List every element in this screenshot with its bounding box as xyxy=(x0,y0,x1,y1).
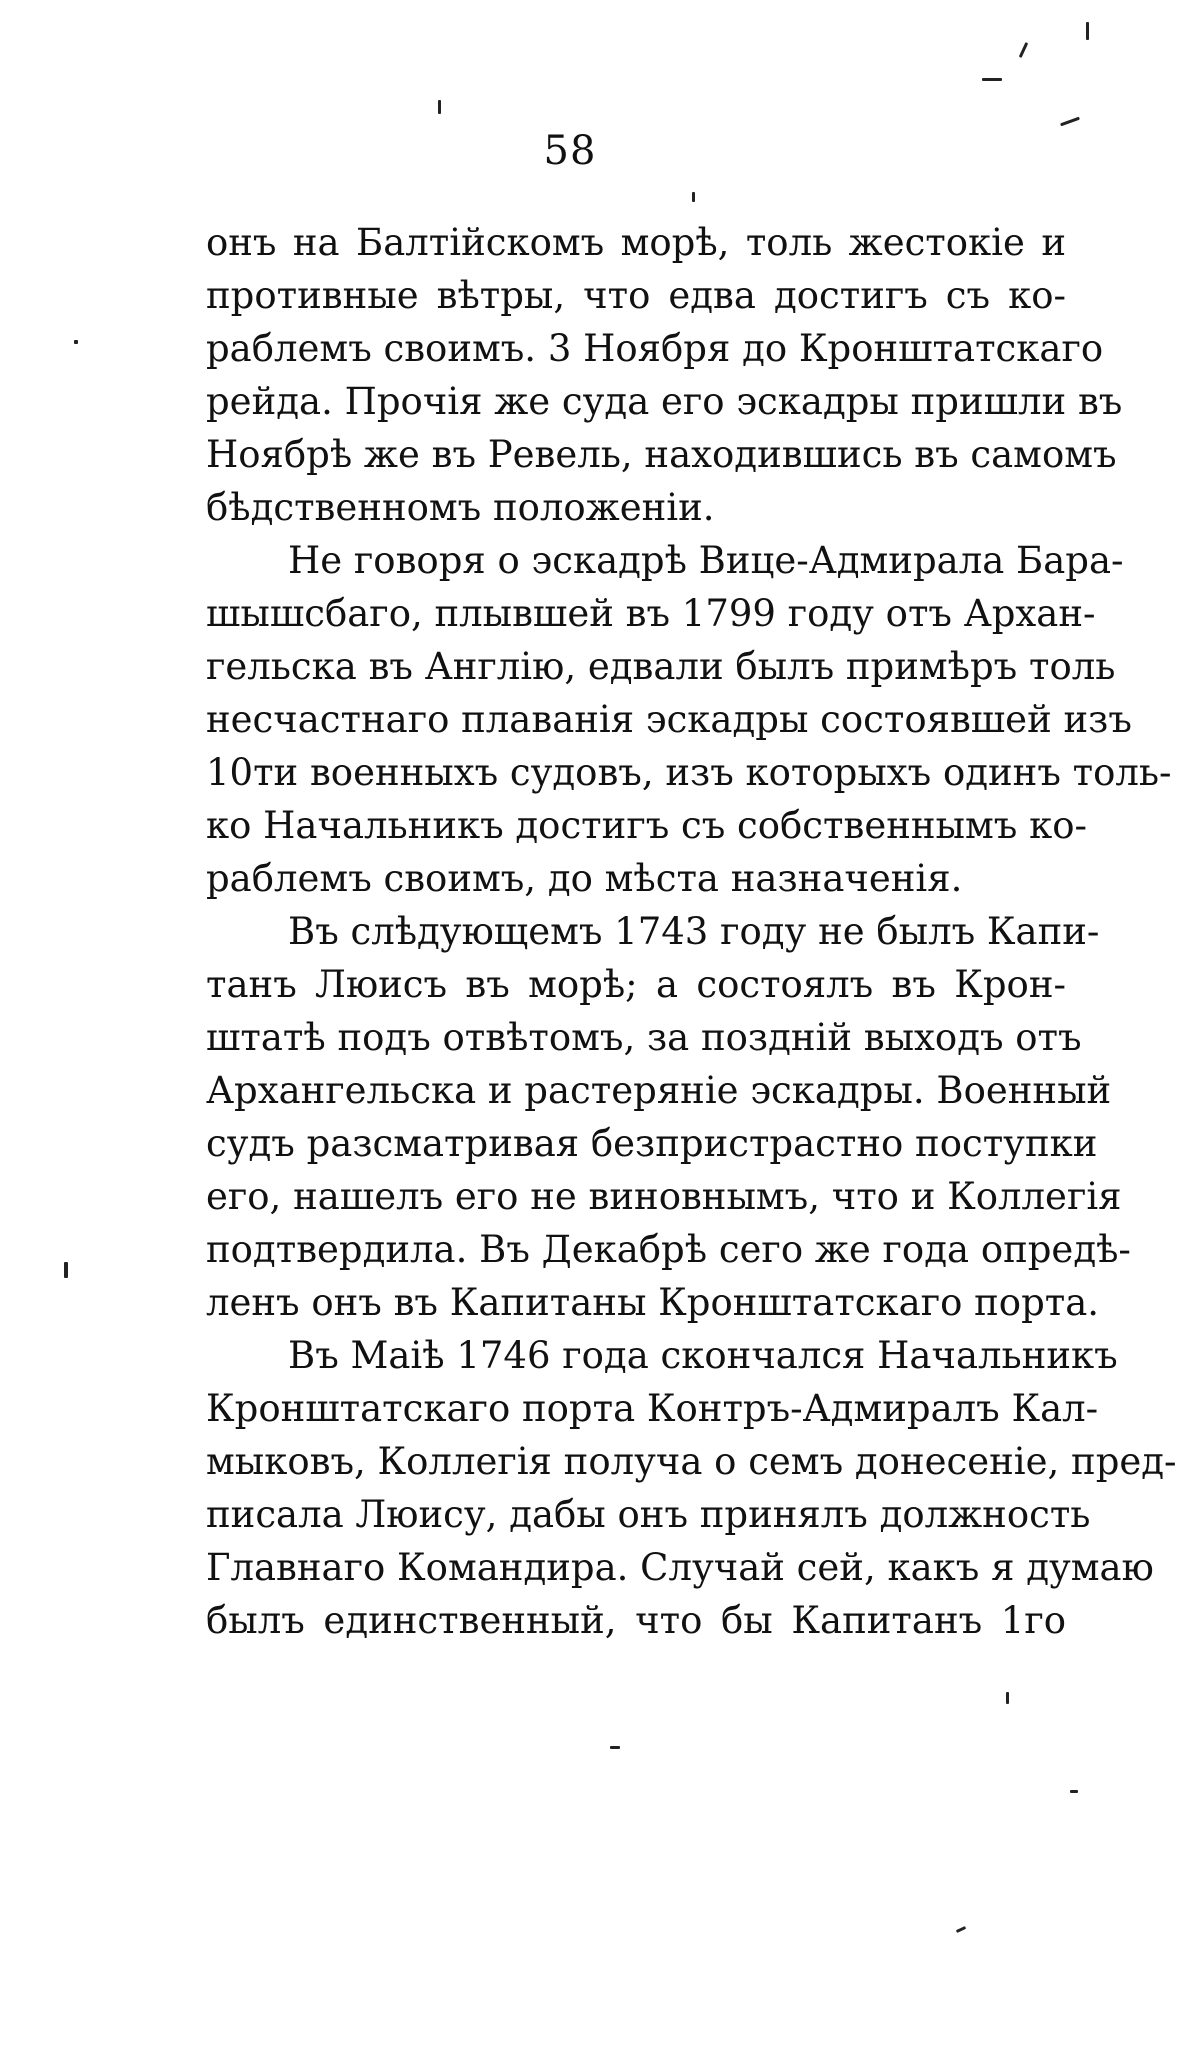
scan-speck xyxy=(1019,42,1028,58)
scan-speck xyxy=(438,100,441,114)
text-line: писала Люису, дабы онъ принялъ должность xyxy=(206,1493,1091,1536)
text-line: раблемъ своимъ. 3 Ноября до Кронштатскаго xyxy=(206,327,1104,370)
scan-speck xyxy=(1086,22,1089,40)
page-number: 58 xyxy=(543,128,597,174)
text-line: ко Начальникъ достигъ съ собственнымъ ко- xyxy=(206,804,1087,847)
scan-speck xyxy=(1070,1790,1078,1793)
text-line: Въ Маіѣ 1746 года скончался Начальникъ xyxy=(288,1334,1118,1377)
text-line: противные вѣтры, что едва достигъ съ ко- xyxy=(206,274,1066,317)
text-line: подтвердила. Въ Декабрѣ сего же года опредѣ- xyxy=(206,1228,1131,1271)
scan-speck xyxy=(64,1262,68,1278)
text-line: былъ единственный, что бы Капитанъ 1го xyxy=(206,1599,1066,1642)
scan-speck xyxy=(956,1926,966,1933)
body-text xyxy=(206,216,1177,1647)
text-line: мыковъ, Коллегія получа о семъ донесеніе, пред- xyxy=(206,1440,1177,1483)
text-line: гельска въ Англію, едвали былъ примѣръ толь xyxy=(206,645,1116,688)
text-line: Въ слѣдующемъ 1743 году не былъ Капи- xyxy=(288,910,1100,953)
text-line: бѣдственномъ положеніи. xyxy=(206,486,715,529)
scan-speck xyxy=(692,192,695,202)
text-line: танъ Люисъ въ морѣ; а состоялъ въ Крон- xyxy=(206,963,1066,1006)
text-line: 10ти военныхъ судовъ, изъ которыхъ одинъ толь- xyxy=(206,751,1172,794)
text-line: Не говоря о эскадрѣ Вице-Адмирала Бара- xyxy=(288,539,1124,582)
text-line: его, нашелъ его не виновнымъ, что и Коллегія xyxy=(206,1175,1122,1218)
text-line: Главнаго Командира. Случай сей, какъ я думаю xyxy=(206,1546,1154,1589)
text-line: ленъ онъ въ Капитаны Кронштатскаго порта. xyxy=(206,1281,1100,1324)
scan-speck xyxy=(1060,117,1080,127)
scan-speck xyxy=(1006,1692,1009,1704)
text-line: раблемъ своимъ, до мѣста назначенія. xyxy=(206,857,963,900)
scan-speck xyxy=(610,1746,620,1749)
scan-speck xyxy=(74,340,78,344)
text-line: рейда. Прочія же суда его эскадры пришли въ xyxy=(206,380,1123,423)
text-line: онъ на Балтійскомъ морѣ, толь жестокіе и xyxy=(206,221,1066,264)
text-line: судъ разсматривая безпристрастно поступки xyxy=(206,1122,1098,1165)
text-line: несчастнаго плаванія эскадры состоявшей изъ xyxy=(206,698,1132,741)
text-line: Архангельска и растеряніе эскадры. Военный xyxy=(206,1069,1112,1112)
text-line: Кронштатскаго порта Контръ-Адмиралъ Кал- xyxy=(206,1387,1099,1430)
text-line: Ноябрѣ же въ Ревель, находившись въ самомъ xyxy=(206,433,1117,476)
scan-speck xyxy=(982,78,1002,81)
text-line: шышсбаго, плывшей въ 1799 году отъ Архан- xyxy=(206,592,1096,635)
text-line: штатѣ подъ отвѣтомъ, за поздній выходъ отъ xyxy=(206,1016,1082,1059)
